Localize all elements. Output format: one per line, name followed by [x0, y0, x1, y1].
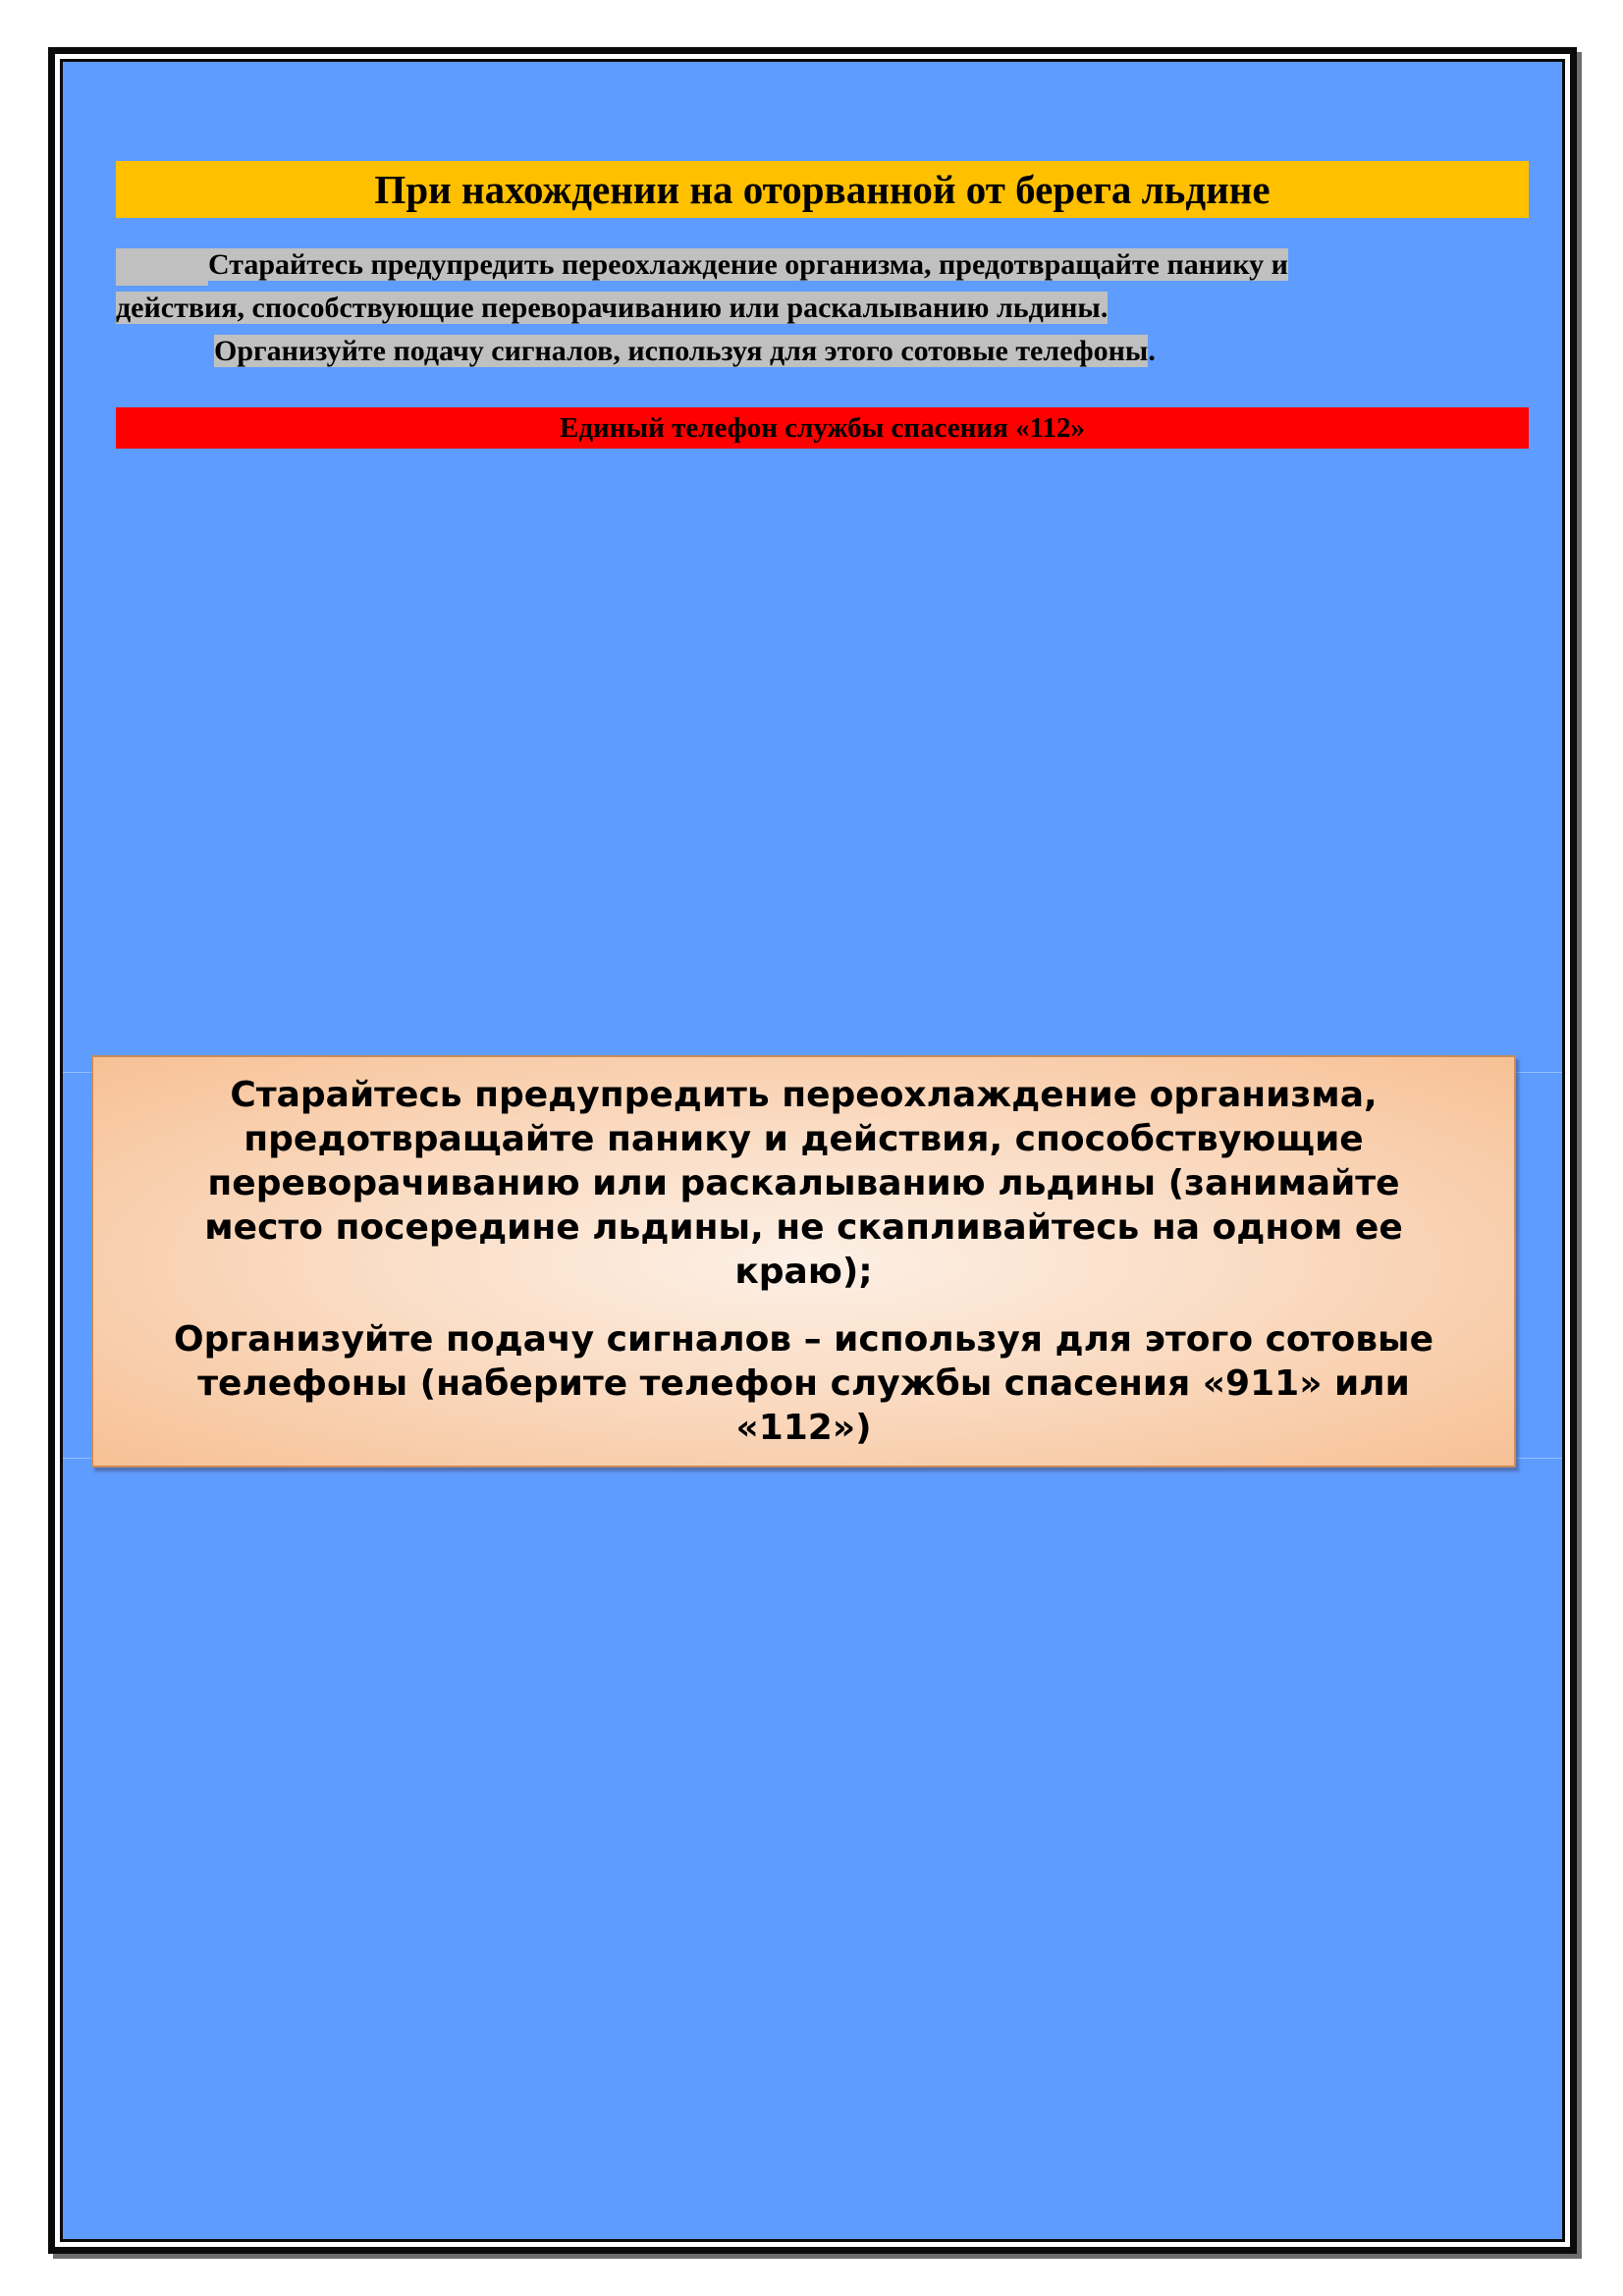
info-line: переворачиванию или раскалыванию льдины (занимайте	[207, 1163, 1400, 1203]
instruction-line-2: действия, способствующие переворачиванию или раскалыванию льдины.	[116, 292, 1109, 324]
info-line: Организуйте подачу сигналов – используя для этого сотовые	[173, 1319, 1434, 1360]
info-line: предотвращайте панику и действия, способствующие	[243, 1119, 1364, 1159]
instruction-line-3: Организуйте подачу сигналов, используя для этого сотовые телефоны.	[214, 335, 1156, 367]
emergency-phone-bar: Единый телефон службы спасения «112»	[116, 407, 1529, 449]
info-paragraph-signals	[93, 1317, 1514, 1450]
indent-highlight	[116, 248, 208, 286]
info-line: краю);	[734, 1252, 873, 1292]
info-line: место посередине льдины, не скапливайтесь на одном ее	[204, 1207, 1403, 1248]
info-line: телефоны (наберите телефон службы спасения «911» или	[197, 1363, 1410, 1404]
info-line: Старайтесь предупредить переохлаждение организма,	[230, 1075, 1378, 1115]
info-paragraph-hypothermia	[93, 1073, 1514, 1294]
info-line: «112»)	[735, 1408, 872, 1448]
instruction-paragraphs	[116, 243, 1529, 373]
instruction-line-1: Старайтесь предупредить переохлаждение организма, предотвращайте панику и	[116, 243, 1529, 287]
page-title: При нахождении на оторванной от берега льдине	[116, 161, 1529, 218]
info-box	[91, 1055, 1516, 1468]
